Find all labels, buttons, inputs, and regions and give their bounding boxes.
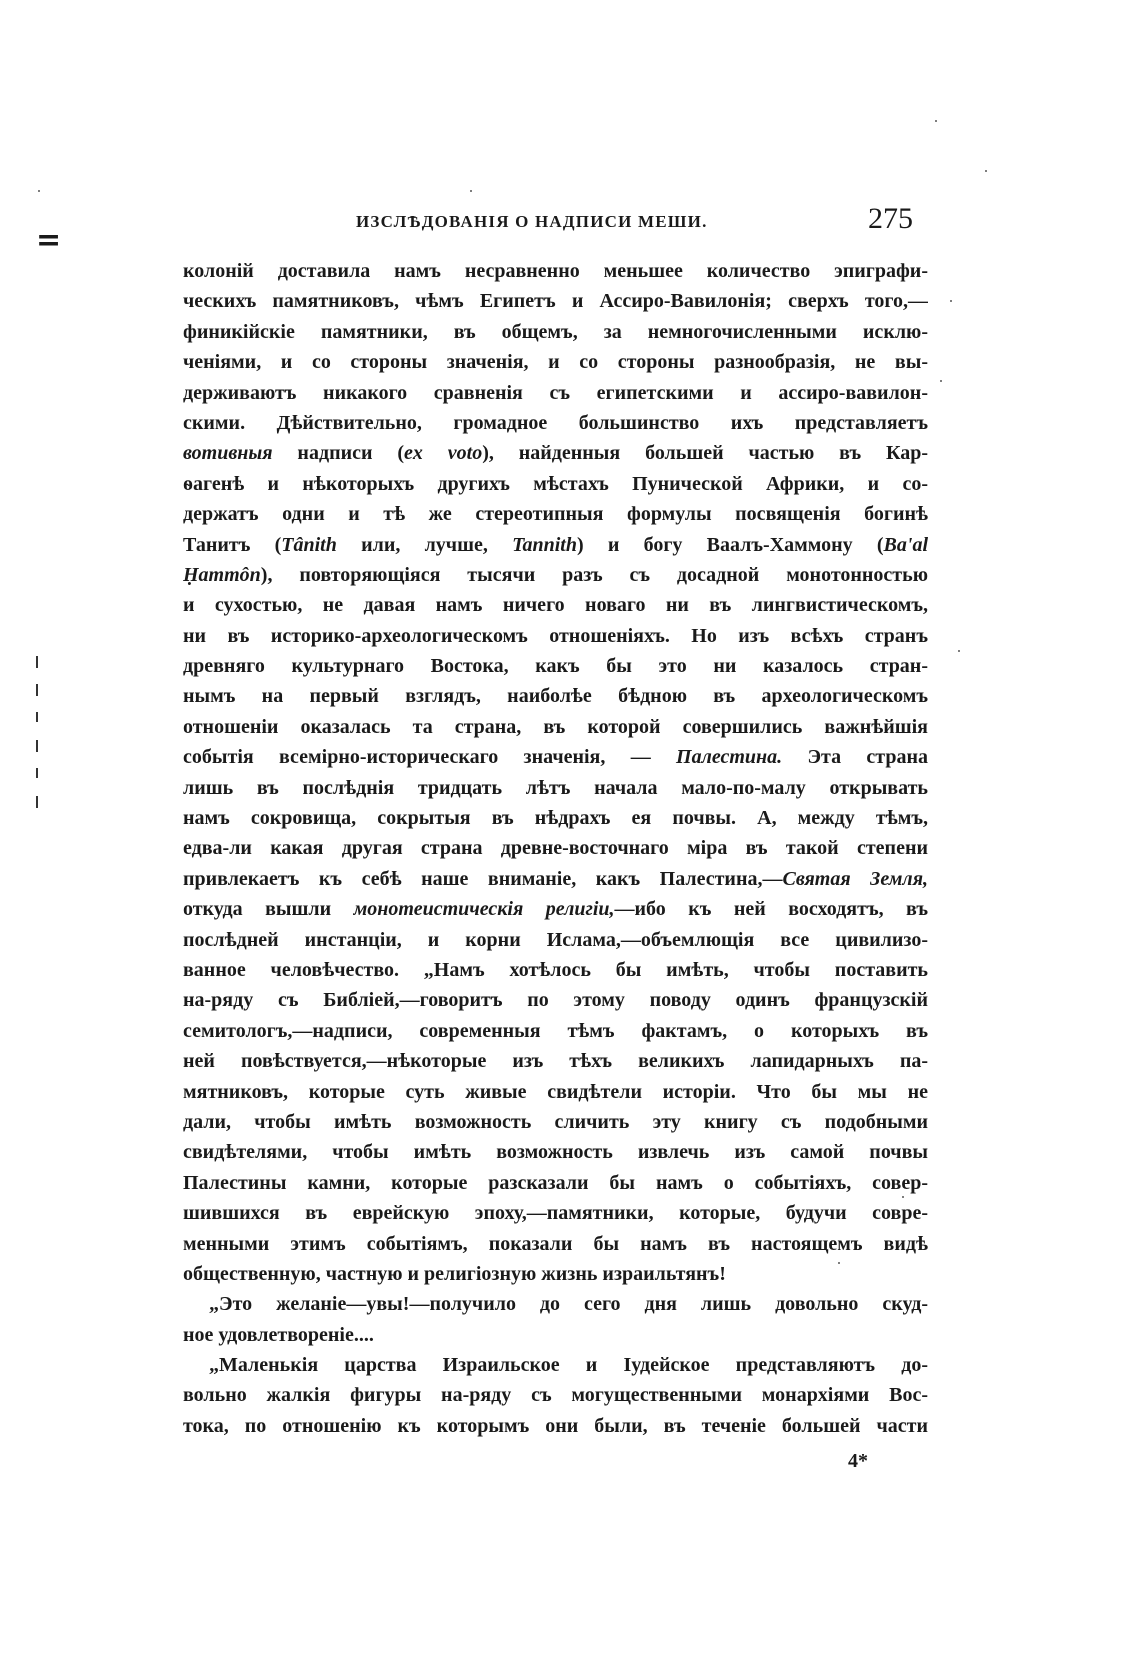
margin-mark: = [36, 223, 62, 258]
line-text: откуда вышли [183, 898, 354, 921]
text-line [183, 712, 928, 742]
scan-speck [838, 1262, 840, 1264]
line-text: финикійскіе памятники, въ общемъ, за немногочисленными исклю- [183, 320, 928, 343]
text-line [183, 1137, 928, 1167]
body-text [183, 256, 928, 1441]
text-line [183, 621, 928, 651]
scan-speck [950, 300, 952, 302]
line-text: держиваютъ никакого сравненія съ египетскими и ассиро-вавилон- [183, 381, 928, 404]
line-text: мятниковъ, которые суть живые свидѣтели исторіи. Что бы мы не [183, 1080, 928, 1103]
text-line [183, 1229, 928, 1259]
signature-mark: 4* [848, 1450, 868, 1472]
text-line [183, 1198, 928, 1228]
scan-speck [940, 380, 942, 382]
line-text: лишь въ послѣднія тридцать лѣтъ начала мало-по-малу открывать [183, 776, 928, 799]
text-line [183, 925, 928, 955]
text-line [183, 1168, 928, 1198]
line-text: древняго культурнаго Востока, какъ бы это ни казалось стран- [183, 655, 928, 678]
line-text: ни въ историко-археологическомъ отношеніяхъ. Но изъ всѣхъ странъ [183, 624, 928, 647]
text-line [183, 833, 928, 863]
scan-speck [38, 190, 40, 192]
text-line [183, 1289, 928, 1319]
scan-mark [36, 740, 38, 752]
line-text: Эта страна [782, 746, 928, 769]
line-text: и сухостью, не давая намъ ничего новаго ни въ лингвистическомъ, [183, 594, 928, 617]
italic-text: вотивныя [183, 442, 273, 465]
line-text: ), найденныя большей частью въ Кар- [482, 442, 928, 465]
line-text: на-ряду съ Библіей,—говоритъ по этому поводу одинъ французскій [183, 989, 928, 1012]
text-line [183, 1350, 928, 1380]
text-line [183, 742, 928, 772]
text-line [183, 1016, 928, 1046]
line-text: едва-ли какая другая страна древне-восточнаго міра въ такой степени [183, 837, 928, 860]
line-text: —ибо къ ней восходятъ, въ [614, 898, 928, 921]
italic-text: Ḥammôn [183, 563, 261, 586]
line-text: тока, по отношенію къ которымъ они были, въ теченіе большей части [183, 1414, 928, 1437]
text-line [183, 1320, 928, 1350]
line-text: ), повторяющіяся тысячи разъ съ досадной монотонностью [260, 563, 928, 586]
line-text: менными этимъ событіямъ, показали бы намъ въ настоящемъ видѣ [183, 1232, 928, 1255]
text-line [183, 985, 928, 1015]
line-text: намъ сокровища, сокрытыя въ нѣдрахъ ея почвы. А, между тѣмъ, [183, 807, 928, 830]
scan-speck [935, 120, 937, 122]
text-line [183, 530, 928, 560]
line-text: общественную, частную и религіозную жизнь израильтянъ! [183, 1262, 726, 1285]
text-line [183, 1259, 928, 1289]
text-line [183, 864, 928, 894]
scan-speck [902, 1196, 904, 1198]
text-line [183, 955, 928, 985]
line-text: дали, чтобы имѣть возможность сличить эту книгу съ подобными [183, 1110, 928, 1133]
text-line [183, 1411, 928, 1441]
line-text: или, лучше, [336, 533, 513, 556]
italic-text: ex voto [404, 442, 483, 465]
line-text: надписи ( [272, 442, 405, 465]
line-text: ) и богу Ваалъ-Хаммону ( [576, 533, 884, 556]
text-line [183, 378, 928, 408]
line-text: отношеніи оказалась та страна, въ которой совершились важнѣйшія [183, 715, 928, 738]
scan-mark [36, 796, 38, 808]
text-line [183, 773, 928, 803]
italic-text: Палестина. [676, 746, 783, 769]
line-text: скими. Дѣйствительно, громадное большинство ихъ представляетъ [183, 411, 928, 434]
line-text: нымъ на первый взглядъ, наиболѣе бѣдною въ археологическомъ [183, 685, 928, 708]
italic-text: Tânith [281, 533, 337, 556]
page-number: 275 [868, 202, 913, 235]
line-text: колоній доставила намъ несравненно меньшее количество эпиграфи- [183, 260, 928, 282]
text-line [183, 1046, 928, 1076]
text-line [183, 894, 928, 924]
italic-text: Tannith [512, 533, 577, 556]
scan-mark [36, 712, 38, 722]
scan-speck [470, 190, 472, 192]
line-text: ческихъ памятниковъ, чѣмъ Египетъ и Ассиро-Вавилонія; сверхъ того,— [183, 290, 928, 313]
scan-speck [958, 650, 960, 652]
scan-mark [36, 684, 38, 696]
line-text: ѳагенѣ и нѣкоторыхъ другихъ мѣстахъ Пунической Африки, и со- [183, 472, 928, 495]
scan-mark [36, 768, 38, 778]
text-line [183, 499, 928, 529]
text-line [183, 256, 928, 286]
line-text: шившихся въ еврейскую эпоху,—памятники, которые, будучи совре- [183, 1202, 928, 1225]
line-text: ченіями, и со стороны значенія, и со стороны разнообразія, не вы- [183, 351, 928, 374]
line-text: „Это желаніе—увы!—получило до сего дня лишь довольно скуд- [209, 1293, 928, 1316]
italic-text: Ba'al [883, 533, 928, 556]
text-line [183, 681, 928, 711]
italic-text: Святая Земля, [782, 867, 928, 890]
line-text: держатъ одни и тѣ же стереотипныя формулы посвященія богинѣ [183, 503, 928, 526]
text-line [183, 408, 928, 438]
text-line [183, 438, 928, 468]
line-text: семитологъ,—надписи, современныя тѣмъ фактамъ, о которыхъ въ [183, 1019, 928, 1042]
line-text: ней повѣствуется,—нѣкоторые изъ тѣхъ великихъ лапидарныхъ па- [183, 1050, 928, 1073]
text-line [183, 1380, 928, 1410]
line-text: привлекаетъ къ себѣ наше вниманіе, какъ Палестина,— [183, 867, 783, 890]
line-text: вольно жалкія фигуры на-ряду съ могущественными монархіями Вос- [183, 1384, 928, 1407]
text-line [183, 286, 928, 316]
text-line [183, 651, 928, 681]
text-line [183, 560, 928, 590]
text-line [183, 317, 928, 347]
text-line [183, 1077, 928, 1107]
line-text: Танитъ ( [183, 533, 282, 556]
line-text: „Маленькія царства Израильское и Іудейское представляютъ до- [209, 1354, 928, 1377]
text-line [183, 1107, 928, 1137]
text-line [183, 590, 928, 620]
line-text: свидѣтелями, чтобы имѣть возможность извлечь изъ самой почвы [183, 1141, 928, 1164]
italic-text: монотеистическія религіи, [353, 898, 615, 921]
scan-mark [36, 656, 38, 668]
line-text: Палестины камни, которые разсказали бы намъ о событіяхъ, совер- [183, 1171, 928, 1194]
line-text: послѣдней инстанціи, и корни Ислама,—объемлющія все цивилизо- [183, 928, 928, 951]
line-text: ное удовлетвореніе.... [183, 1323, 374, 1346]
scan-speck [985, 170, 987, 172]
line-text: ванное человѣчество. „Намъ хотѣлось бы имѣть, чтобы поставить [183, 958, 928, 981]
text-line [183, 347, 928, 377]
running-title: ИЗСЛѢДОВАНІЯ О НАДПИСИ МЕШИ. [356, 212, 708, 231]
line-text: событія всемірно-историческаго значенія, — [183, 746, 677, 769]
text-line [183, 469, 928, 499]
text-line [183, 803, 928, 833]
